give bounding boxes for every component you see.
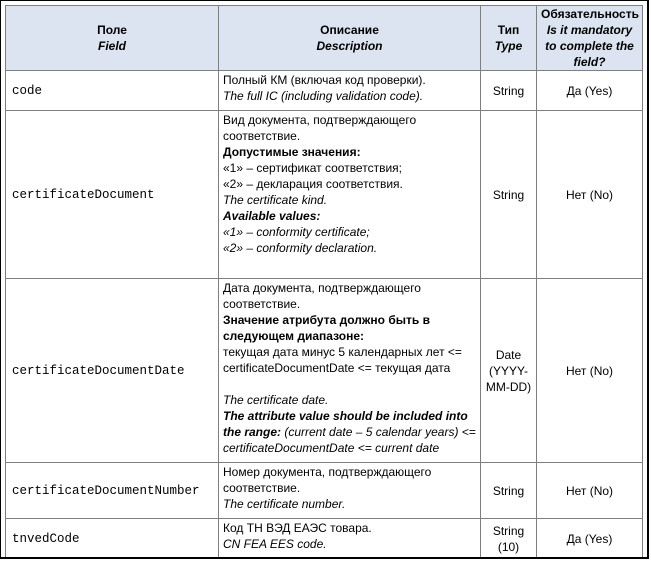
field-description: Дата документа, подтверждающего соответствие. Значение атрибута должно быть в следующем диапазоне: текущая дата минус 5 календарных лет <= certificateDocumentDate <= текущая дата The certificate date. The attribute value should be included into the range: (current date – 5 calendar years) <= certificateDocumentDate <= current date <box>219 279 481 463</box>
table-row <box>6 519 643 559</box>
field-type: String <box>481 111 537 279</box>
header-mandatory: Обязательность Is it mandatory to complete the field? <box>537 6 643 71</box>
field-name: code <box>6 71 219 111</box>
header-description: Описание Description <box>219 6 481 71</box>
header-type: Тип Type <box>481 6 537 71</box>
field-description: Полный КМ (включая код проверки). The full IC (including validation code). <box>219 71 481 111</box>
field-description: Номер документа, подтверждающего соответствие. The certificate number. <box>219 463 481 519</box>
table-row <box>6 463 643 519</box>
header-field: Поле Field <box>6 6 219 71</box>
field-name: tnvedCode <box>6 519 219 559</box>
field-description: Код ТН ВЭД ЕАЭС товара. CN FEA EES code. <box>219 519 481 559</box>
field-type: String <box>481 71 537 111</box>
table-row <box>6 279 643 463</box>
field-mandatory: Нет (No) <box>537 463 643 519</box>
table-row <box>6 111 643 279</box>
field-mandatory: Нет (No) <box>537 279 643 463</box>
field-name: certificateDocumentNumber <box>6 463 219 519</box>
field-name: certificateDocument <box>6 111 219 279</box>
fields-table <box>5 5 643 559</box>
field-mandatory: Нет (No) <box>537 111 643 279</box>
field-type: String (10) <box>481 519 537 559</box>
table-row <box>6 71 643 111</box>
field-description: Вид документа, подтверждающего соответствие. Допустимые значения: «1» – сертификат соответствия; «2» – декларация соответствия. The certificate kind. Available values: «1» – conformity certificate; «2» – conformity declaration. <box>219 111 481 279</box>
field-name: certificateDocumentDate <box>6 279 219 463</box>
field-type: String <box>481 463 537 519</box>
field-mandatory: Да (Yes) <box>537 71 643 111</box>
field-type: Date (YYYY-MM-DD) <box>481 279 537 463</box>
table-header-row <box>6 6 643 71</box>
field-mandatory: Да (Yes) <box>537 519 643 559</box>
